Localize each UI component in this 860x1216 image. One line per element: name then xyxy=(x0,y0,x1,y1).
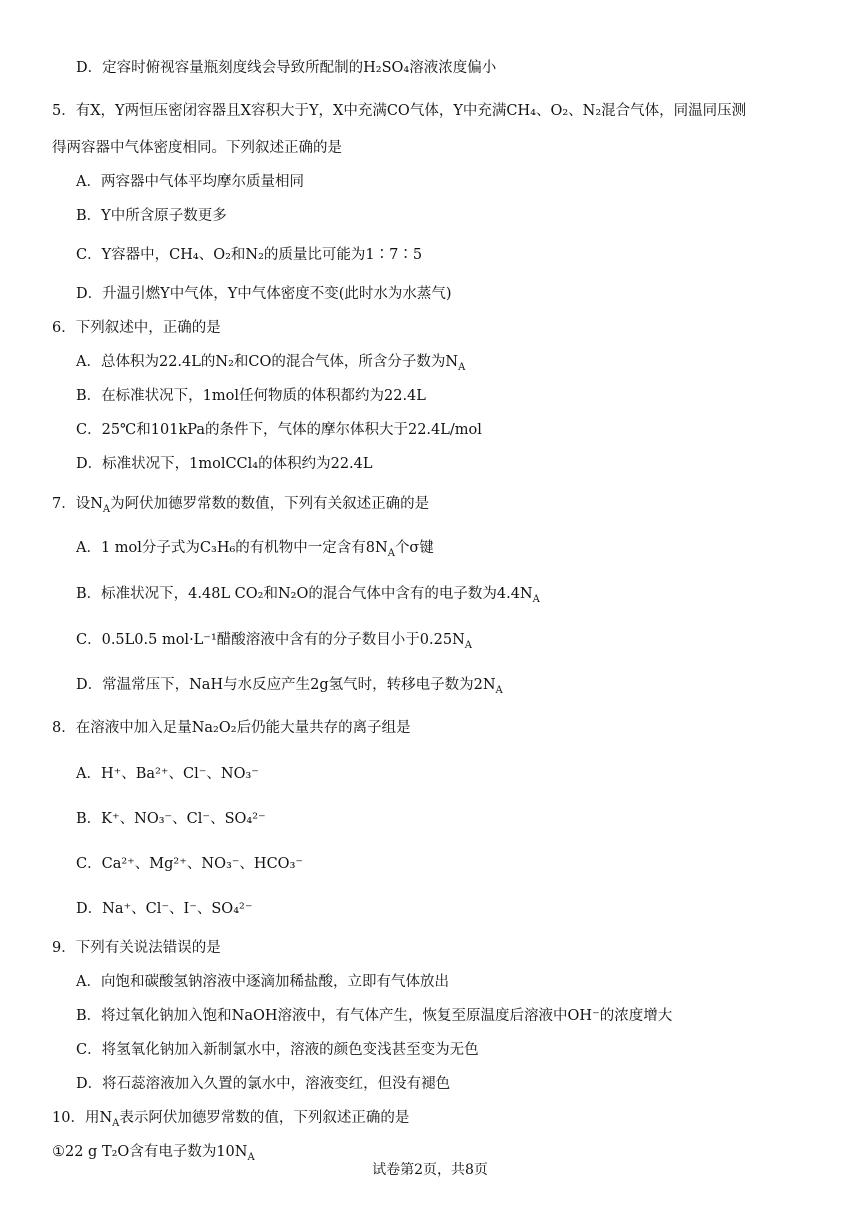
q6-option-b: B．在标准状况下，1mol任何物质的体积都约为22.4L xyxy=(76,388,426,404)
question-7: 7．设$N_A$为阿伏加德罗常数的数值，下列有关叙述正确的是 xyxy=(52,496,430,515)
q5-option-b: B．Y中所含原子数更多 xyxy=(76,208,227,224)
q9-option-c: C．将氢氧化钠加入新制氯水中，溶液的颜色变浅甚至变为无色 xyxy=(76,1042,479,1058)
question-5-line-2: 得两容器中气体密度相同。下列叙述正确的是 xyxy=(52,140,342,156)
q8-option-b: B．K⁺、NO₃⁻、Cl⁻、SO₄²⁻ xyxy=(76,811,266,827)
q8-option-a: A．H⁺、Ba²⁺、Cl⁻、NO₃⁻ xyxy=(76,766,259,782)
q7-option-b: B．标准状况下，4.48L CO₂和N₂O的混合气体中含有的电子数为$4.4N_A$ xyxy=(76,586,540,605)
q8-option-d: D．Na⁺、Cl⁻、I⁻、SO₄²⁻ xyxy=(76,901,253,917)
q6-option-a: A．总体积为22.4L的N₂和CO的混合气体，所含分子数为$N_A$ xyxy=(76,354,466,373)
q10-item-1: ①22 g T₂O含有电子数为$10N_A$ xyxy=(52,1144,255,1163)
q8-option-c: C．Ca²⁺、Mg²⁺、NO₃⁻、HCO₃⁻ xyxy=(76,856,304,872)
q6-option-d: D．标准状况下，1molCCl₄的体积约为22.4L xyxy=(76,456,373,472)
q5-option-d: D．升温引燃Y中气体，Y中气体密度不变(此时水为水蒸气) xyxy=(76,286,452,302)
question-9: 9．下列有关说法错误的是 xyxy=(52,940,221,956)
question-6: 6．下列叙述中，正确的是 xyxy=(52,320,221,336)
question-8: 8．在溶液中加入足量Na₂O₂后仍能大量共存的离子组是 xyxy=(52,720,411,736)
q5-option-a: A．两容器中气体平均摩尔质量相同 xyxy=(76,174,304,190)
q6-option-c: C．25℃和101kPa的条件下，气体的摩尔体积大于22.4L/mol xyxy=(76,422,482,438)
question-5-line-1: 5．有X，Y两恒压密闭容器且X容积大于Y，X中充满CO气体，Y中充满CH₄、O₂、N₂混合气体，同温同压测 xyxy=(52,103,747,119)
q7-option-a: A．1 mol分子式为C₃H₆的有机物中一定含有$8N_A$个σ键 xyxy=(76,540,434,559)
question-10: 10．用$N_A$表示阿伏加德罗常数的值，下列叙述正确的是 xyxy=(52,1110,410,1129)
q7-option-d: D．常温常压下，NaH与水反应产生2g氢气时，转移电子数为$2N_A$ xyxy=(76,677,503,696)
page-footer: 试卷第2页，共8页 xyxy=(372,1162,488,1178)
q9-option-d: D．将石蕊溶液加入久置的氯水中，溶液变红，但没有褪色 xyxy=(76,1076,451,1092)
q5-option-c: C．Y容器中，CH₄、O₂和N₂的质量比可能为1∶7∶5 xyxy=(76,247,423,263)
q9-option-a: A．向饱和碳酸氢钠溶液中逐滴加稀盐酸，立即有气体放出 xyxy=(76,974,449,990)
q9-option-b: B．将过氧化钠加入饱和NaOH溶液中，有气体产生，恢复至原温度后溶液中OH⁻的浓度增大 xyxy=(76,1008,673,1024)
line-d-h2so4: D．定容时俯视容量瓶刻度线会导致所配制的H₂SO₄溶液浓度偏小 xyxy=(76,60,497,76)
q7-option-c: C．0.5L0.5 mol·L⁻¹醋酸溶液中含有的分子数目小于$0.25N_A$ xyxy=(76,632,472,651)
